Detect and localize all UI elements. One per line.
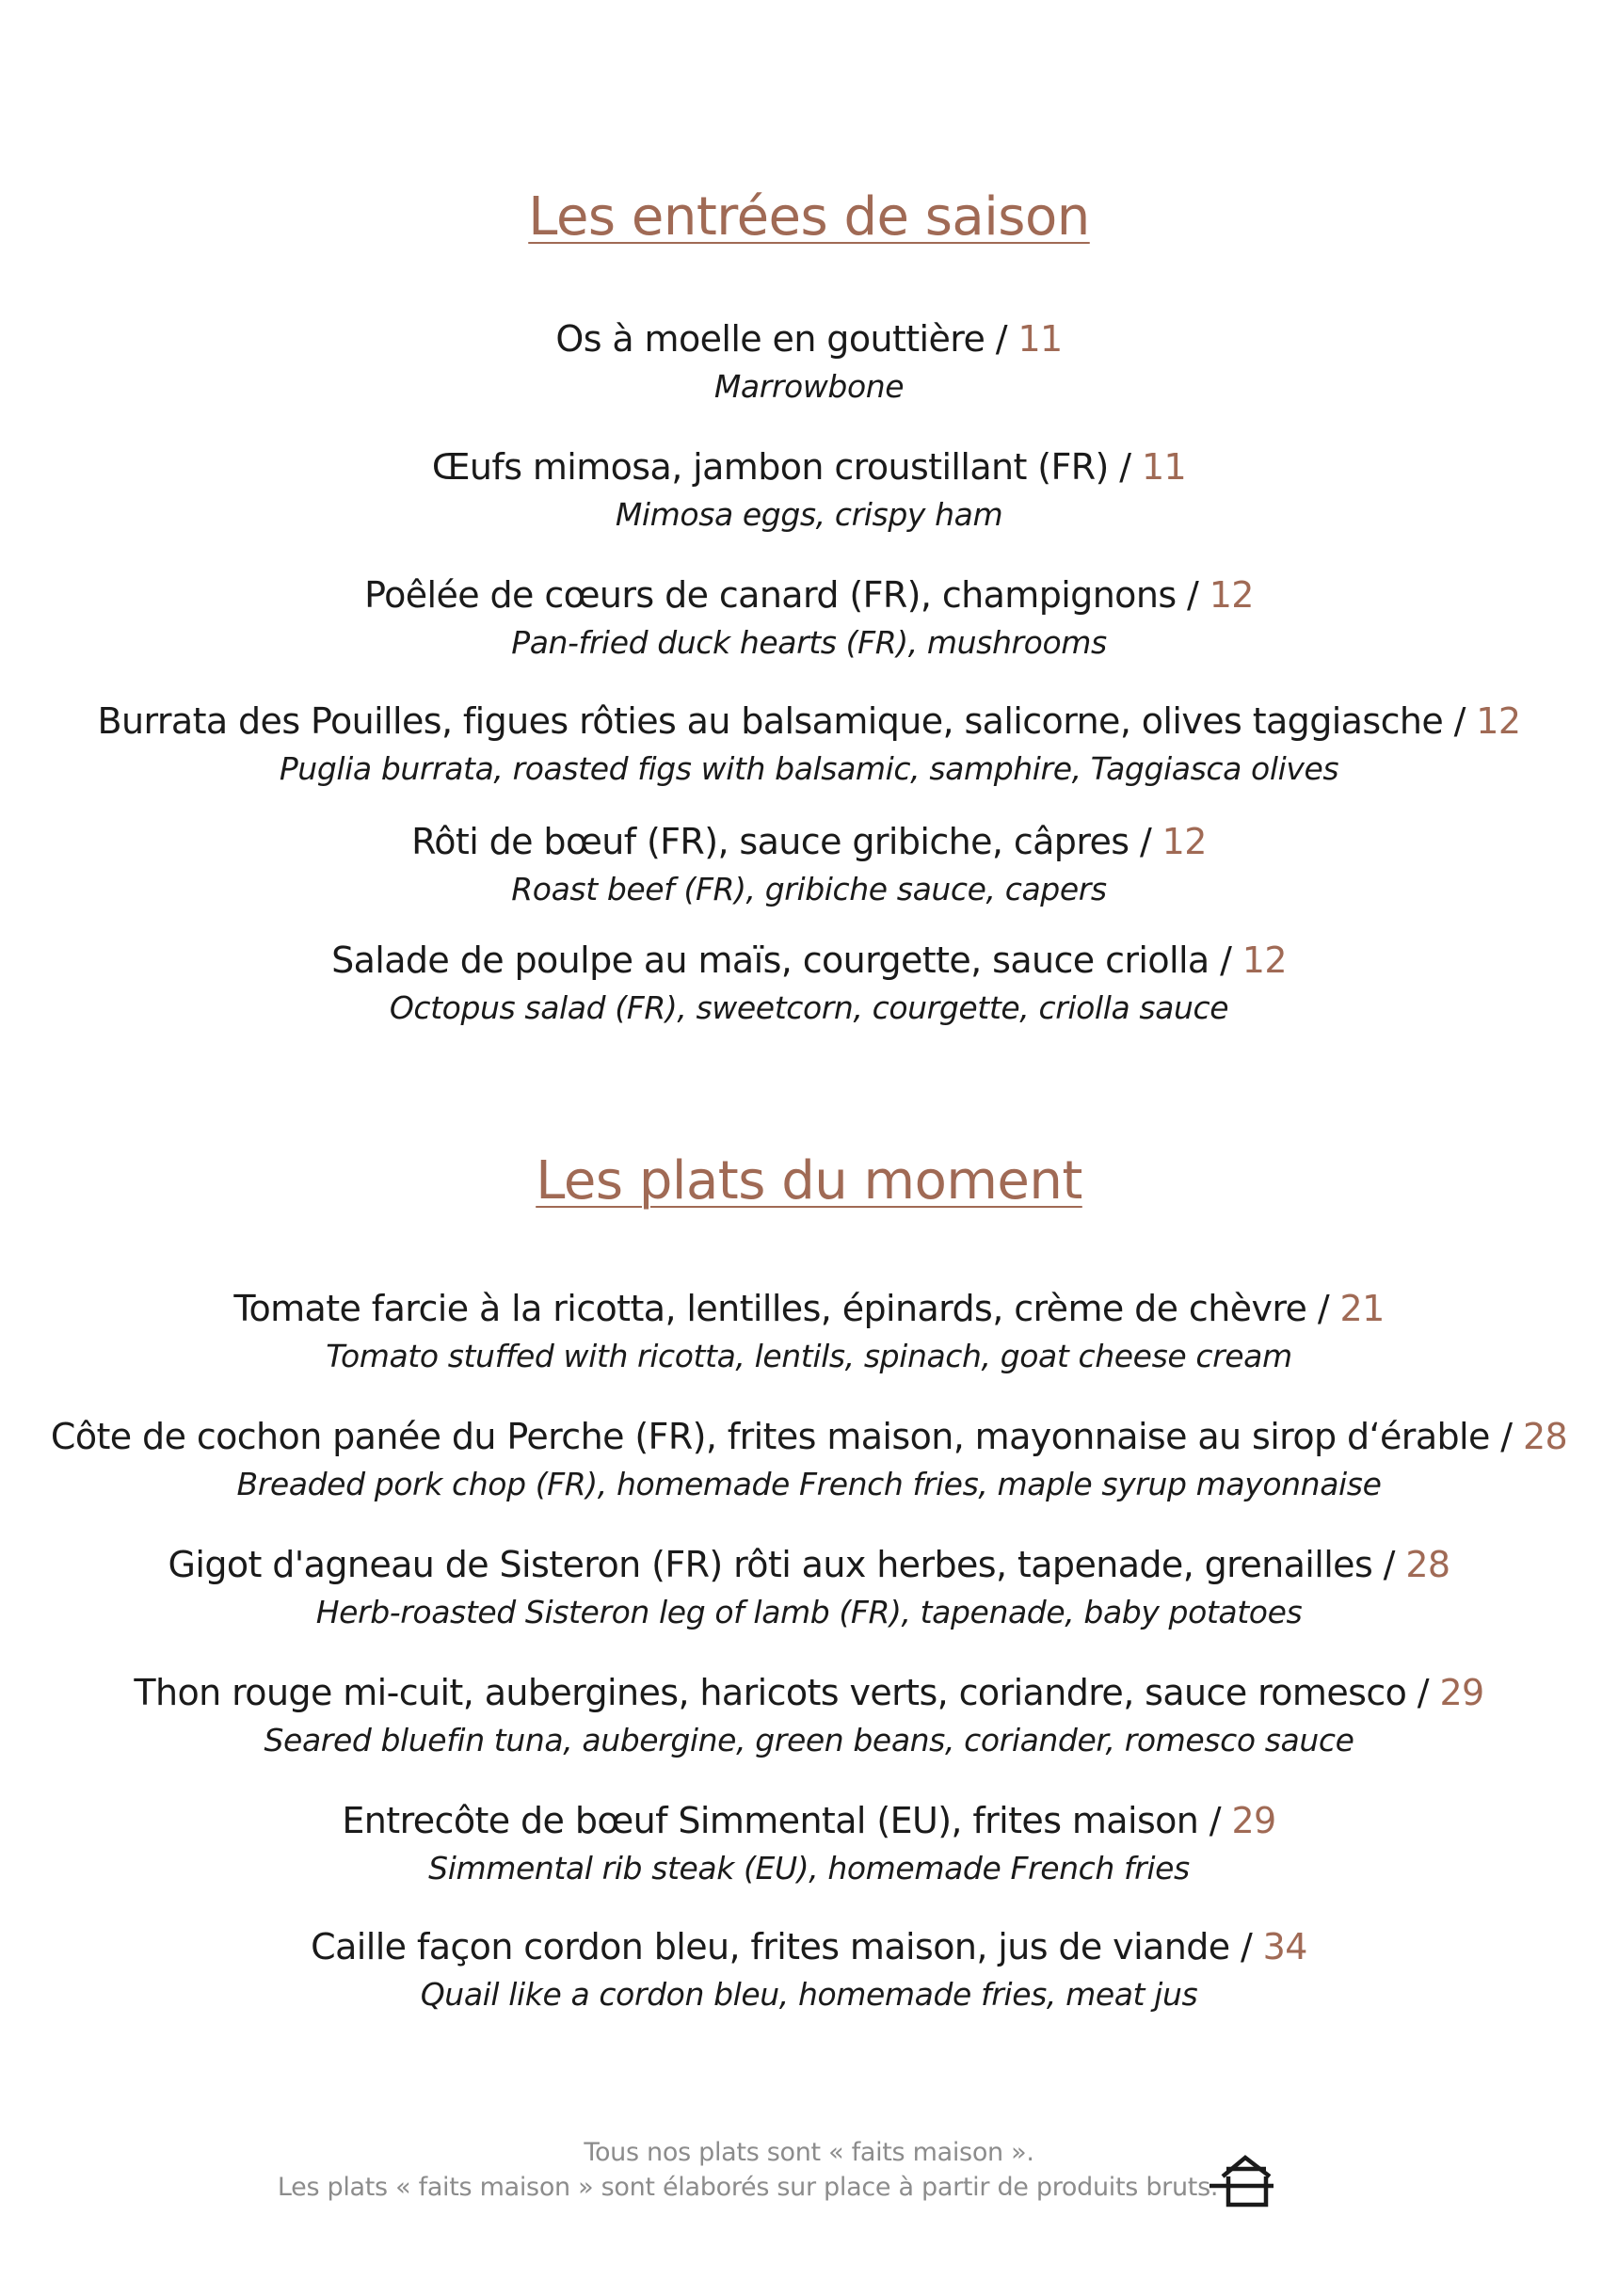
dish-price: 12: [1209, 574, 1254, 616]
dish-name-en: Roast beef (FR), gribiche sauce, capers: [511, 871, 1107, 907]
dish-name-en: Seared bluefin tuna, aubergine, green beans, coriander, romesco sauce: [264, 1722, 1354, 1758]
dish-name-fr: Salade de poulpe au maïs, courgette, sauce criolla: [331, 939, 1209, 981]
dish-name-en: Marrowbone: [713, 368, 905, 405]
price-separator: /: [1139, 821, 1162, 862]
dish-name-fr: Tomate farcie à la ricotta, lentilles, épinards, crème de chèvre: [233, 1288, 1318, 1329]
dish-item: [0, 316, 1618, 407]
dish-name-en: Pan-fried duck hearts (FR), mushrooms: [511, 624, 1107, 661]
footer-line-1: Tous nos plats sont « faits maison ».: [584, 2138, 1034, 2167]
dish-name-fr: Entrecôte de bœuf Simmental (EU), frites maison: [342, 1800, 1199, 1841]
dish-item: [0, 698, 1618, 789]
dish-name-en: Simmental rib steak (EU), homemade French fries: [428, 1850, 1190, 1887]
dish-item: [0, 572, 1618, 663]
dish-name-fr: Os à moelle en gouttière: [555, 318, 985, 360]
footer-note: [0, 2135, 1618, 2205]
dish-price: 28: [1405, 1544, 1450, 1585]
dish-item: [0, 1542, 1618, 1632]
dish-name-en: Breaded pork chop (FR), homemade French fries, maple syrup mayonnaise: [236, 1466, 1382, 1502]
price-separator: /: [1372, 1544, 1406, 1585]
section-title-entrees: Les entrées de saison: [528, 186, 1090, 248]
dish-item: [0, 1798, 1618, 1888]
price-separator: /: [1198, 1800, 1232, 1841]
price-separator: /: [1489, 1416, 1523, 1457]
dish-price: 11: [1017, 318, 1063, 360]
dish-price: 28: [1522, 1416, 1568, 1457]
dish-item: [0, 819, 1618, 909]
dish-name-en: Mimosa eggs, crispy ham: [615, 496, 1003, 533]
dish-item: [0, 1670, 1618, 1760]
dish-item: [0, 1286, 1618, 1376]
section-title-plats: Les plats du moment: [536, 1150, 1082, 1212]
dish-name-fr: Œufs mimosa, jambon croustillant (FR): [431, 446, 1109, 488]
dish-name-en: Octopus salad (FR), sweetcorn, courgette, criolla sauce: [389, 989, 1229, 1026]
dish-name-fr: Caille façon cordon bleu, frites maison, jus de viande: [311, 1926, 1230, 1967]
dish-name-en: Quail like a cordon bleu, homemade fries, meat jus: [420, 1976, 1198, 2013]
price-separator: /: [1443, 700, 1477, 742]
dish-price: 29: [1439, 1672, 1484, 1713]
price-separator: /: [1229, 1926, 1263, 1967]
dish-name-fr: Gigot d'agneau de Sisteron (FR) rôti aux herbes, tapenade, grenailles: [168, 1544, 1373, 1585]
dish-price: 29: [1231, 1800, 1276, 1841]
price-separator: /: [1108, 446, 1142, 488]
dish-price: 21: [1339, 1288, 1385, 1329]
price-separator: /: [1317, 1288, 1340, 1329]
price-separator: /: [1209, 939, 1242, 981]
dish-price: 12: [1242, 939, 1287, 981]
dish-name-en: Tomato stuffed with ricotta, lentils, spinach, goat cheese cream: [326, 1338, 1292, 1374]
dish-item: [0, 1924, 1618, 2015]
dish-price: 12: [1161, 821, 1207, 862]
dish-item: [0, 1414, 1618, 1504]
dish-item: [0, 444, 1618, 535]
footer-line-2: Les plats « faits maison » sont élaborés sur place à partir de produits bruts.: [277, 2173, 1219, 2202]
dish-name-fr: Burrata des Pouilles, figues rôties au balsamique, salicorne, olives taggiasche: [97, 700, 1444, 742]
dish-name-en: Puglia burrata, roasted figs with balsamic, samphire, Taggiasca olives: [279, 750, 1339, 787]
dish-name-en: Herb-roasted Sisteron leg of lamb (FR), tapenade, baby potatoes: [315, 1594, 1303, 1630]
fait-maison-house-icon: [1208, 2152, 1275, 2210]
dish-name-fr: Poêlée de cœurs de canard (FR), champignons: [364, 574, 1177, 616]
price-separator: /: [1406, 1672, 1440, 1713]
price-separator: /: [985, 318, 1018, 360]
dish-price: 34: [1262, 1926, 1307, 1967]
dish-name-fr: Thon rouge mi-cuit, aubergines, haricots verts, coriandre, sauce romesco: [134, 1672, 1407, 1713]
dish-price: 11: [1141, 446, 1187, 488]
price-separator: /: [1176, 574, 1209, 616]
dish-item: [0, 938, 1618, 1028]
dish-price: 12: [1476, 700, 1521, 742]
dish-name-fr: Côte de cochon panée du Perche (FR), frites maison, mayonnaise au sirop d‘érable: [50, 1416, 1490, 1457]
dish-name-fr: Rôti de bœuf (FR), sauce gribiche, câpres: [411, 821, 1140, 862]
